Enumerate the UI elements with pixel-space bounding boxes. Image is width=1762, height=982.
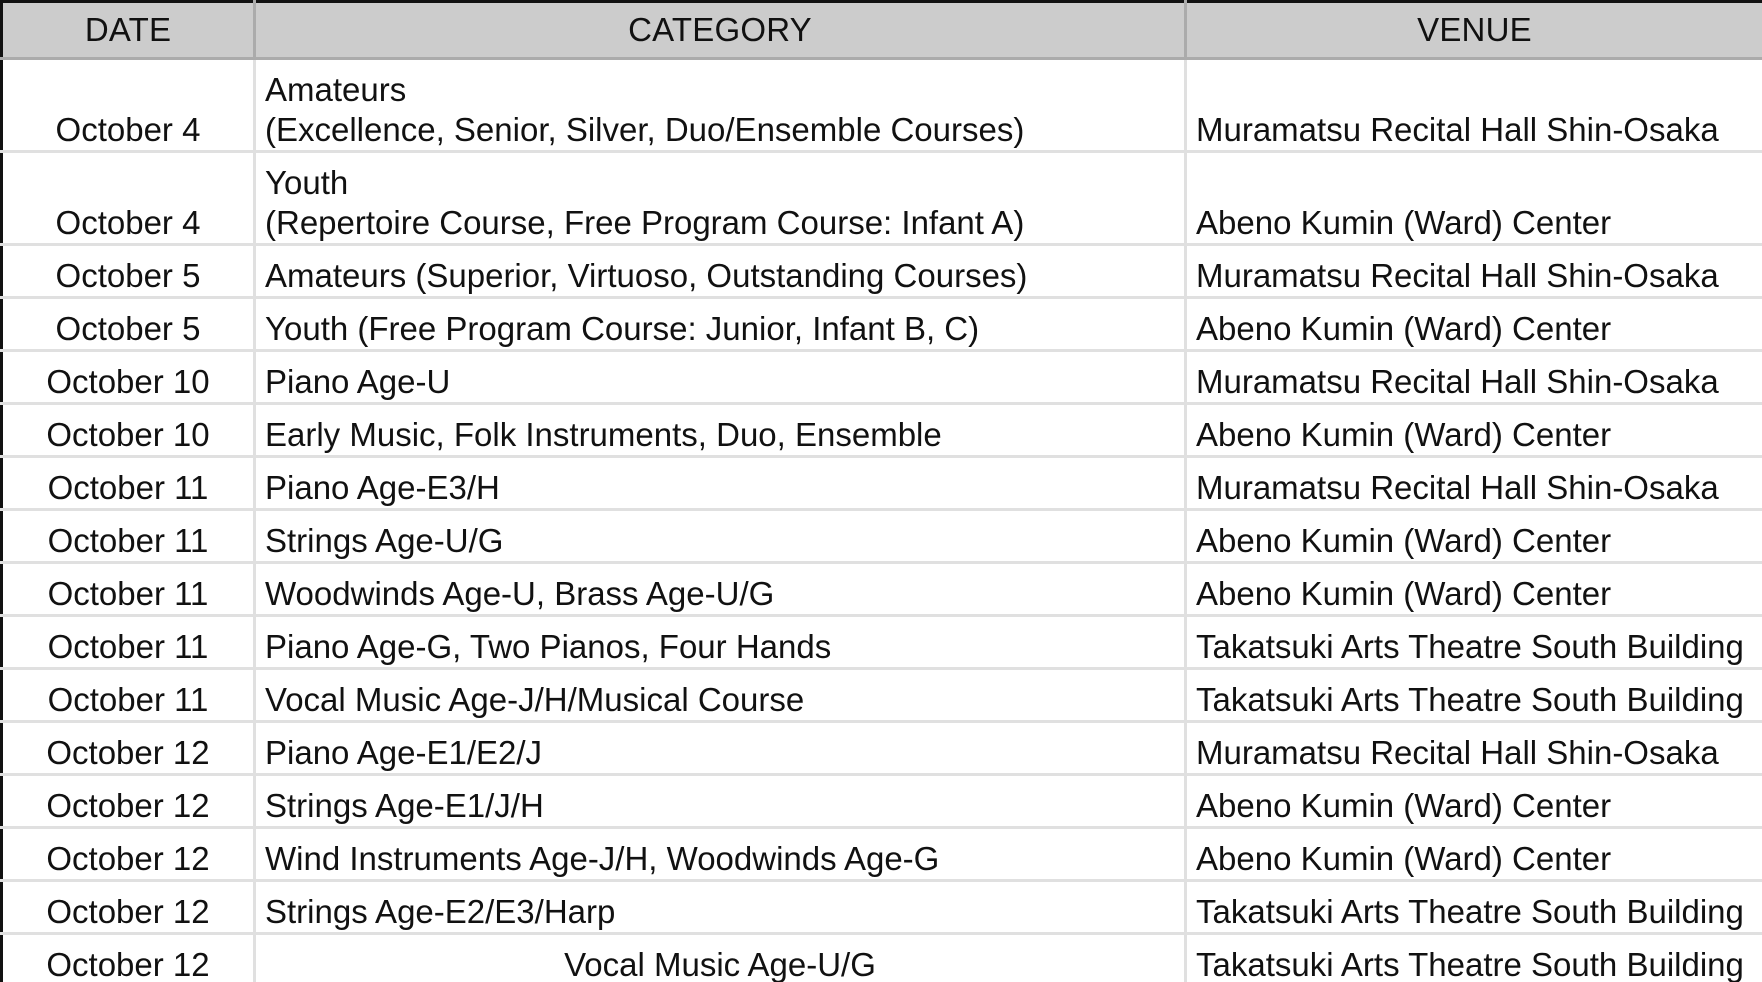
category-cell (255, 722, 1186, 775)
venue-cell: Takatsuki Arts Theatre South Building (1186, 616, 1762, 669)
category-cell (255, 152, 1186, 245)
venue-cell: Muramatsu Recital Hall Shin-Osaka (1186, 59, 1762, 152)
date-cell: October 11 (2, 669, 255, 722)
date-cell: October 11 (2, 510, 255, 563)
category-line: (Repertoire Course, Free Program Course: Infant A) (265, 204, 1025, 241)
category-line: Piano Age-E3/H (265, 469, 500, 506)
date-cell: October 5 (2, 298, 255, 351)
date-cell: October 10 (2, 404, 255, 457)
date-cell: October 11 (2, 563, 255, 616)
date-column-header: DATE (2, 2, 255, 59)
category-cell (255, 934, 1186, 982)
table-row (2, 563, 1762, 616)
category-cell (255, 616, 1186, 669)
category-cell (255, 775, 1186, 828)
venue-cell: Abeno Kumin (Ward) Center (1186, 563, 1762, 616)
category-cell (255, 669, 1186, 722)
category-line: Amateurs (265, 71, 407, 108)
venue-cell: Muramatsu Recital Hall Shin-Osaka (1186, 245, 1762, 298)
category-line: Strings Age-E2/E3/Harp (265, 893, 616, 930)
category-cell (255, 404, 1186, 457)
venue-cell: Abeno Kumin (Ward) Center (1186, 828, 1762, 881)
venue-cell: Abeno Kumin (Ward) Center (1186, 775, 1762, 828)
table-row (2, 351, 1762, 404)
venue-cell: Muramatsu Recital Hall Shin-Osaka (1186, 457, 1762, 510)
venue-cell: Muramatsu Recital Hall Shin-Osaka (1186, 351, 1762, 404)
category-line: Strings Age-E1/J/H (265, 787, 544, 824)
category-cell (255, 351, 1186, 404)
category-line: Amateurs (Superior, Virtuoso, Outstanding Courses) (265, 257, 1028, 294)
date-cell: October 4 (2, 152, 255, 245)
category-line: Piano Age-U (265, 363, 451, 400)
category-cell (255, 881, 1186, 934)
table-row (2, 934, 1762, 982)
category-line: Early Music, Folk Instruments, Duo, Ensemble (265, 416, 942, 453)
category-line: Vocal Music Age-J/H/Musical Course (265, 681, 805, 718)
venue-cell: Abeno Kumin (Ward) Center (1186, 152, 1762, 245)
venue-cell: Abeno Kumin (Ward) Center (1186, 298, 1762, 351)
date-cell: October 12 (2, 775, 255, 828)
table-row (2, 510, 1762, 563)
category-line: Strings Age-U/G (265, 522, 504, 559)
category-line: Piano Age-G, Two Pianos, Four Hands (265, 628, 832, 665)
header-row (2, 2, 1762, 59)
category-line: (Excellence, Senior, Silver, Duo/Ensemble Courses) (265, 111, 1025, 148)
venue-cell: Takatsuki Arts Theatre South Building (1186, 669, 1762, 722)
venue-cell: Takatsuki Arts Theatre South Building (1186, 934, 1762, 982)
category-line: Youth (265, 164, 349, 201)
venue-cell: Abeno Kumin (Ward) Center (1186, 404, 1762, 457)
date-cell: October 12 (2, 934, 255, 982)
category-line: Piano Age-E1/E2/J (265, 734, 543, 771)
category-cell (255, 298, 1186, 351)
table-row (2, 298, 1762, 351)
venue-cell: Takatsuki Arts Theatre South Building (1186, 881, 1762, 934)
table-row (2, 722, 1762, 775)
table-row (2, 404, 1762, 457)
table-row (2, 669, 1762, 722)
table-row (2, 775, 1762, 828)
category-cell (255, 59, 1186, 152)
table-row (2, 828, 1762, 881)
date-cell: October 10 (2, 351, 255, 404)
table-row (2, 881, 1762, 934)
schedule-body (2, 59, 1762, 982)
date-cell: October 11 (2, 616, 255, 669)
venue-cell: Abeno Kumin (Ward) Center (1186, 510, 1762, 563)
category-line: Woodwinds Age-U, Brass Age-U/G (265, 575, 775, 612)
category-cell (255, 828, 1186, 881)
category-cell (255, 563, 1186, 616)
date-cell: October 4 (2, 59, 255, 152)
table-row (2, 616, 1762, 669)
date-cell: October 12 (2, 881, 255, 934)
table-row (2, 457, 1762, 510)
category-cell (255, 510, 1186, 563)
date-cell: October 5 (2, 245, 255, 298)
category-line: Youth (Free Program Course: Junior, Infant B, C) (265, 310, 980, 347)
table-row (2, 59, 1762, 152)
category-line: Wind Instruments Age-J/H, Woodwinds Age-G (265, 840, 940, 877)
category-column-header: CATEGORY (255, 2, 1186, 59)
category-line: Vocal Music Age-U/G (564, 946, 876, 982)
table-row (2, 245, 1762, 298)
date-cell: October 12 (2, 828, 255, 881)
date-cell: October 11 (2, 457, 255, 510)
table-row (2, 152, 1762, 245)
venue-column-header: VENUE (1186, 2, 1762, 59)
date-cell: October 12 (2, 722, 255, 775)
category-cell (255, 245, 1186, 298)
category-cell (255, 457, 1186, 510)
venue-cell: Muramatsu Recital Hall Shin-Osaka (1186, 722, 1762, 775)
